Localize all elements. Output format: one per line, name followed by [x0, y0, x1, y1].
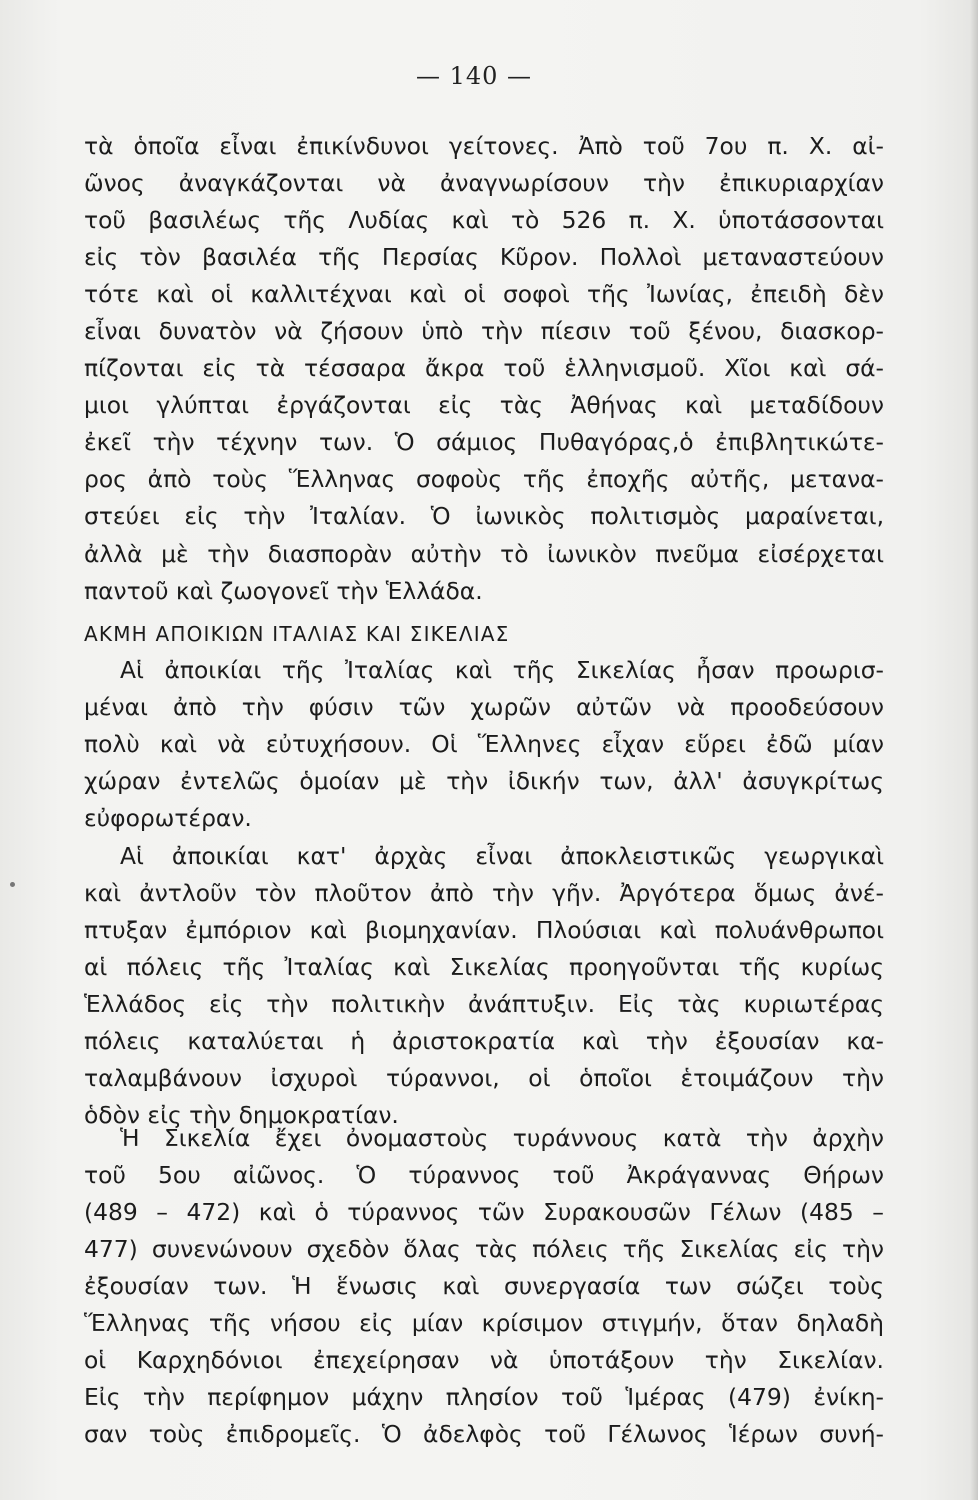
text-line: ἐκεῖ τὴν τέχνην των. Ὁ σάμιος Πυθαγόρας,ὁ ἐπιβλητικώτε-: [84, 428, 884, 457]
text-line: αἱ πόλεις τῆς Ἰταλίας καὶ Σικελίας προηγοῦνται τῆς κυρίως: [84, 953, 884, 982]
paragraph-4: [84, 1120, 884, 1453]
text-line: σαν τοὺς ἐπιδρομεῖς. Ὁ ἀδελφὸς τοῦ Γέλωνος Ἱέρων συνή-: [84, 1420, 884, 1449]
text-line: ἐξουσίαν των. Ἡ ἕνωσις καὶ συνεργασία των σώζει τοὺς: [84, 1272, 884, 1301]
print-speck: [10, 882, 15, 887]
text-line: (489 – 472) καὶ ὁ τύραννος τῶν Συρακουσῶν Γέλων (485 –: [84, 1198, 884, 1227]
text-line: ῶνος ἀναγκάζονται νὰ ἀναγνωρίσουν τὴν ἐπικυριαρχίαν: [84, 169, 884, 198]
text-line: ρος ἀπὸ τοὺς Ἕλληνας σοφοὺς τῆς ἐποχῆς αὐτῆς, μετανα-: [84, 465, 884, 494]
text-line: εἶναι δυνατὸν νὰ ζήσουν ὑπὸ τὴν πίεσιν τοῦ ξένου, διασκορ-: [84, 317, 884, 346]
text-line: Ἑλλάδος εἰς τὴν πολιτικὴν ἀνάπτυξιν. Εἰς τὰς κυριωτέρας: [84, 990, 884, 1019]
page-number: — 140 —: [415, 62, 533, 90]
text-line: ἀλλὰ μὲ τὴν διασπορὰν αὐτὴν τὸ ἰωνικὸν πνεῦμα εἰσέρχεται: [84, 539, 884, 568]
text-line: 477) συνενώνουν σχεδὸν ὅλας τὰς πόλεις τῆς Σικελίας εἰς τὴν: [84, 1235, 884, 1264]
paragraph-3: [84, 838, 884, 1134]
text-line: Αἱ ἀποικίαι κατ' ἀρχὰς εἶναι ἀποκλειστικῶς γεωργικαὶ: [120, 842, 884, 870]
text-line: τότε καὶ οἱ καλλιτέχναι καὶ οἱ σοφοὶ τῆς Ἰωνίας, ἐπειδὴ δὲν: [84, 280, 884, 309]
section-heading: ΑΚΜΗ ΑΠΟΙΚΙΩΝ ΙΤΑΛΙΑΣ ΚΑΙ ΣΙΚΕΛΙΑΣ: [84, 622, 510, 646]
text-line: πολὺ καὶ νὰ εὐτυχήσουν. Οἱ Ἕλληνες εἶχαν εὕρει ἐδῶ μίαν: [84, 730, 884, 759]
text-line: τοῦ βασιλέως τῆς Λυδίας καὶ τὸ 526 π. Χ. ὑποτάσσονται: [84, 206, 884, 235]
text-line: Αἱ ἀποικίαι τῆς Ἰταλίας καὶ τῆς Σικελίας ἦσαν προωρισ-: [120, 656, 884, 684]
text-line: ταλαμβάνουν ἰσχυροὶ τύραννοι, οἱ ὁποῖοι ἑτοιμάζουν τὴν: [84, 1064, 884, 1093]
text-line: εἰς τὸν βασιλέα τῆς Περσίας Κῦρον. Πολλοὶ μεταναστεύουν: [84, 243, 884, 272]
text-line: ὁδὸν εἰς τὴν δημοκρατίαν.: [84, 1101, 399, 1130]
text-line: τοῦ 5ου αἰῶνος. Ὁ τύραννος τοῦ Ἀκράγαννας Θήρων: [84, 1161, 884, 1190]
text-line: χώραν ἐντελῶς ὁμοίαν μὲ τὴν ἰδικήν των, ἀλλ' ἀσυγκρίτως: [84, 767, 884, 796]
text-line: πτυξαν ἐμπόριον καὶ βιομηχανίαν. Πλούσιαι καὶ πολυάνθρωποι: [84, 916, 884, 945]
text-line: εὐφορωτέραν.: [84, 804, 252, 833]
text-line: Ἡ Σικελία ἔχει ὀνομαστοὺς τυράννους κατὰ τὴν ἀρχὴν: [120, 1124, 884, 1152]
paragraph-1: [84, 128, 884, 610]
text-line: παντοῦ καὶ ζωογονεῖ τὴν Ἑλλάδα.: [84, 576, 483, 605]
text-line: πίζονται εἰς τὰ τέσσαρα ἄκρα τοῦ ἑλληνισμοῦ. Χῖοι καὶ σά-: [84, 354, 884, 383]
text-line: καὶ ἀντλοῦν τὸν πλοῦτον ἀπὸ τὴν γῆν. Ἀργότερα ὅμως ἀνέ-: [84, 879, 884, 908]
page-edge-shadow: [970, 0, 978, 1500]
text-line: Ἕλληνας τῆς νήσου εἰς μίαν κρίσιμον στιγμήν, ὅταν δηλαδὴ: [84, 1309, 884, 1338]
text-line: πόλεις καταλύεται ἡ ἀριστοκρατία καὶ τὴν ἐξουσίαν κα-: [84, 1027, 884, 1056]
text-line: μέναι ἀπὸ τὴν φύσιν τῶν χωρῶν αὐτῶν νὰ προοδεύσουν: [84, 693, 884, 722]
text-line: οἱ Καρχηδόνιοι ἐπεχείρησαν νὰ ὑποτάξουν τὴν Σικελίαν.: [84, 1346, 884, 1375]
paragraph-2: [84, 652, 884, 837]
text-line: μιοι γλύπται ἐργάζονται εἰς τὰς Ἀθήνας καὶ μεταδίδουν: [84, 391, 884, 420]
text-line: Εἰς τὴν περίφημον μάχην πλησίον τοῦ Ἱμέρας (479) ἐνίκη-: [84, 1383, 884, 1412]
text-line: τὰ ὁποῖα εἶναι ἐπικίνδυνοι γείτονες. Ἀπὸ τοῦ 7ου π. Χ. αἰ-: [84, 132, 884, 160]
text-line: στεύει εἰς τὴν Ἰταλίαν. Ὁ ἰωνικὸς πολιτισμὸς μαραίνεται,: [84, 502, 884, 531]
